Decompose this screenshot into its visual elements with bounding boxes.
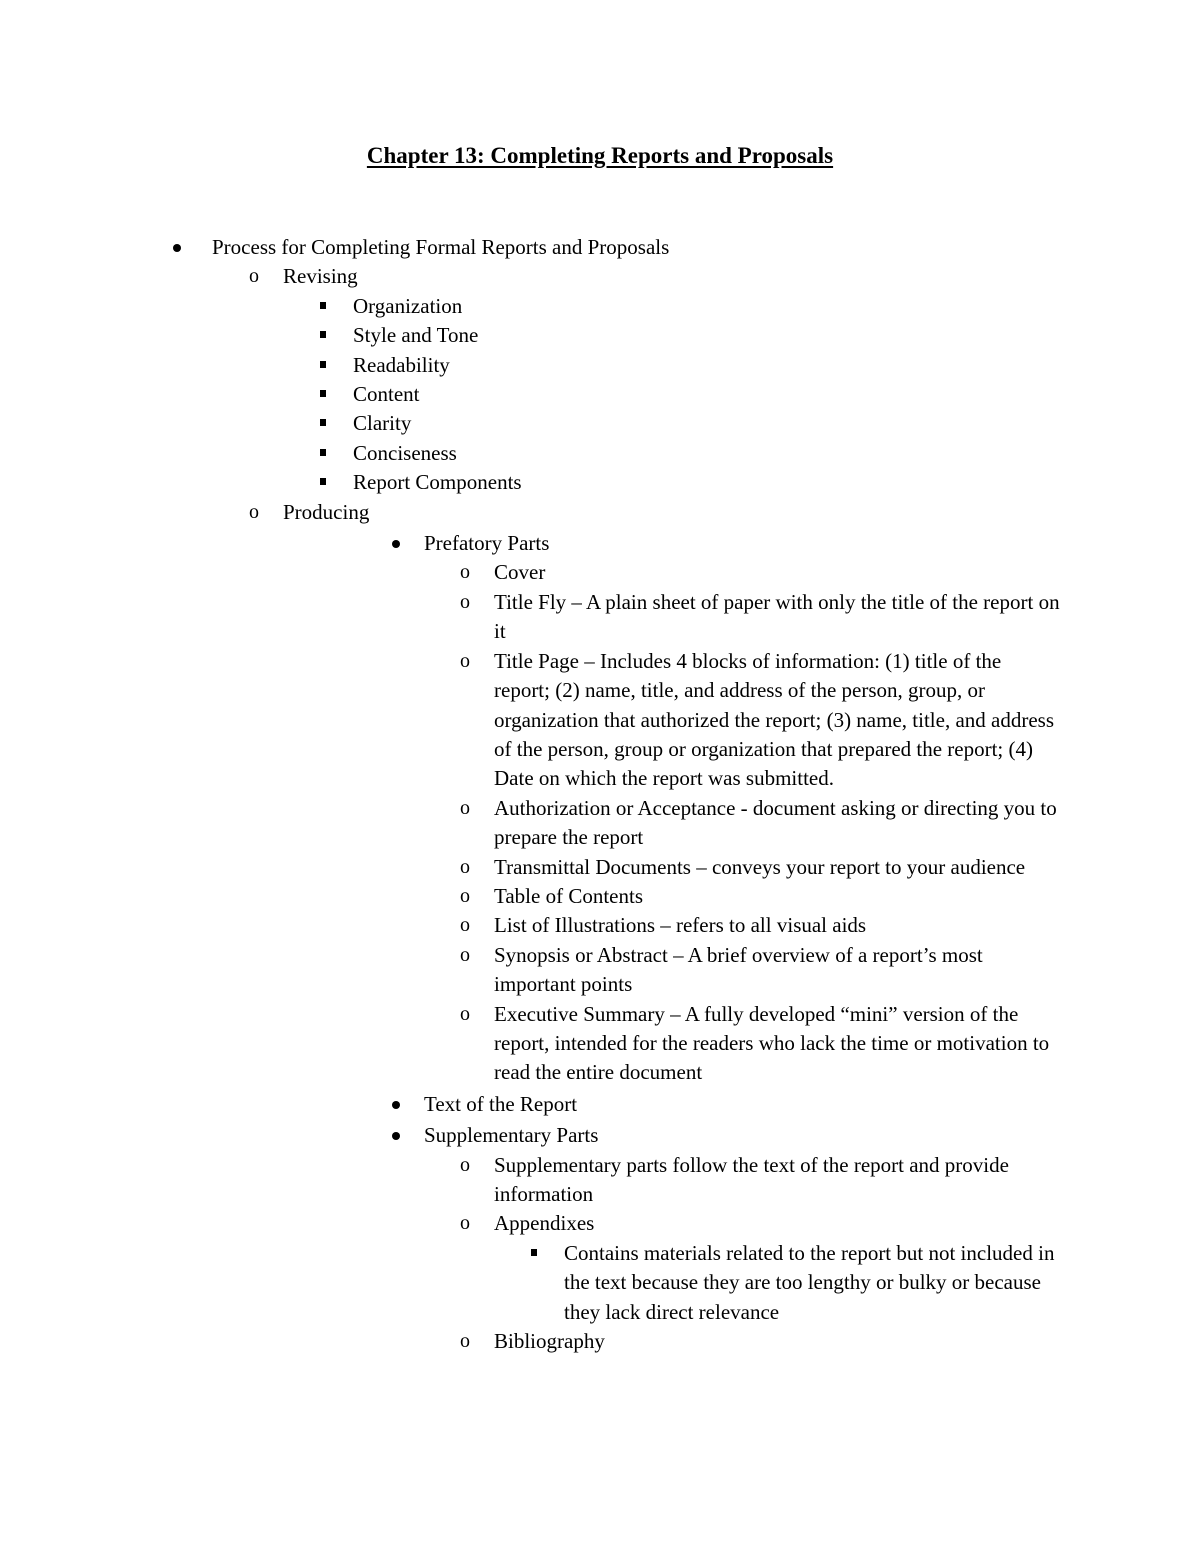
outline-item-text: Text of the Report (424, 1091, 578, 1116)
outline-item-synopsis (0, 941, 1200, 1000)
outline-item-text: List of Illustrations – refers to all visual aids (494, 913, 867, 938)
circle-bullet-icon: o (460, 884, 470, 907)
outline-item-executive-summary (0, 1000, 1200, 1088)
square-bullet-icon (320, 380, 328, 409)
outline-item-authorization (0, 794, 1200, 853)
outline-item-text: Content (353, 382, 420, 407)
outline-item-process (0, 233, 1200, 262)
disc-bullet-icon (392, 1090, 402, 1119)
outline-item-text: Readability (353, 352, 450, 377)
square-bullet-icon (320, 321, 328, 350)
outline-item-title-page (0, 647, 1200, 794)
outline-item-appendixes (0, 1209, 1200, 1238)
outline-item-text: Style and Tone (353, 323, 479, 348)
outline-item-text: Contains materials related to the report but not included in the text because they are too lengthy or bulky or because they lack direct relevance (564, 1240, 1055, 1324)
outline-item-text: Supplementary Parts (424, 1123, 599, 1148)
outline-item-text: Title Page – Includes 4 blocks of information: (1) title of the report; (2) name, title, and address of the person, group, or organization that authorized the report; (3) name, title, and address of the person, group or organization that prepared the report; (4) Date on which the report was submitted. (494, 648, 1054, 791)
page-title: Chapter 13: Completing Reports and Proposals (366, 143, 834, 168)
outline-item-cover (0, 558, 1200, 587)
outline-item-text: Organization (353, 293, 463, 318)
circle-bullet-icon: o (460, 1153, 470, 1176)
disc-bullet-icon (173, 233, 183, 262)
outline-item-style-and-tone (0, 321, 1200, 350)
outline-item-text: Supplementary parts follow the text of the report and provide information (494, 1152, 1009, 1206)
outline-item-text: Conciseness (353, 440, 457, 465)
circle-bullet-icon: o (460, 590, 470, 613)
outline-item-organization (0, 292, 1200, 321)
outline-item-text-of-report (0, 1090, 1200, 1119)
circle-bullet-icon: o (460, 1330, 470, 1353)
outline-item-revising (0, 262, 1200, 291)
disc-bullet-icon (392, 529, 402, 558)
square-bullet-icon (531, 1239, 539, 1268)
outline-list (0, 233, 1200, 1356)
outline-item-readability (0, 351, 1200, 380)
outline-item-bibliography (0, 1327, 1200, 1356)
circle-bullet-icon: o (249, 265, 259, 288)
circle-bullet-icon: o (460, 943, 470, 966)
outline-item-text: Authorization or Acceptance - document asking or directing you to prepare the report (494, 795, 1057, 850)
outline-item-clarity (0, 409, 1200, 438)
outline-item-producing (0, 498, 1200, 527)
outline-item-text: Appendixes (494, 1211, 595, 1236)
outline-item-table-of-contents (0, 882, 1200, 911)
outline-item-supplementary-description (0, 1151, 1200, 1210)
outline-item-text: Revising (283, 264, 358, 289)
circle-bullet-icon: o (460, 561, 470, 584)
circle-bullet-icon: o (460, 649, 470, 672)
outline-item-prefatory-parts (0, 529, 1200, 558)
outline-item-title-fly (0, 588, 1200, 647)
outline-item-text: Producing (283, 499, 370, 524)
outline-item-transmittal-documents (0, 853, 1200, 882)
square-bullet-icon (320, 468, 328, 497)
outline-item-text: Table of Contents (494, 883, 643, 908)
outline-item-text: Process for Completing Formal Reports and Proposals (212, 235, 670, 259)
square-bullet-icon (320, 292, 328, 321)
circle-bullet-icon: o (460, 1002, 470, 1025)
outline-item-text: Report Components (353, 470, 522, 495)
outline-item-text: Cover (494, 560, 546, 585)
outline-item-supplementary-parts (0, 1121, 1200, 1150)
circle-bullet-icon: o (460, 855, 470, 878)
outline-item-list-of-illustrations (0, 911, 1200, 940)
outline-item-text: Bibliography (494, 1329, 605, 1354)
disc-bullet-icon (392, 1121, 402, 1150)
circle-bullet-icon: o (249, 500, 259, 523)
outline-item-text: Transmittal Documents – conveys your report to your audience (494, 854, 1026, 879)
square-bullet-icon (320, 351, 328, 380)
outline-item-conciseness (0, 439, 1200, 468)
outline-item-appendixes-detail (0, 1239, 1200, 1327)
outline-item-text: Title Fly – A plain sheet of paper with only the title of the report on it (494, 589, 1060, 644)
outline-item-text: Prefatory Parts (424, 531, 550, 556)
circle-bullet-icon: o (460, 1212, 470, 1235)
circle-bullet-icon: o (460, 796, 470, 819)
square-bullet-icon (320, 409, 328, 438)
outline-item-text: Synopsis or Abstract – A brief overview of a report’s most important points (494, 942, 983, 997)
outline-item-report-components (0, 468, 1200, 497)
outline-item-content (0, 380, 1200, 409)
square-bullet-icon (320, 439, 328, 468)
circle-bullet-icon: o (460, 914, 470, 937)
outline-item-text: Executive Summary – A fully developed “mini” version of the report, intended for the readers who lack the time or motivation to read the entire document (494, 1001, 1050, 1085)
outline-item-text: Clarity (353, 411, 412, 436)
